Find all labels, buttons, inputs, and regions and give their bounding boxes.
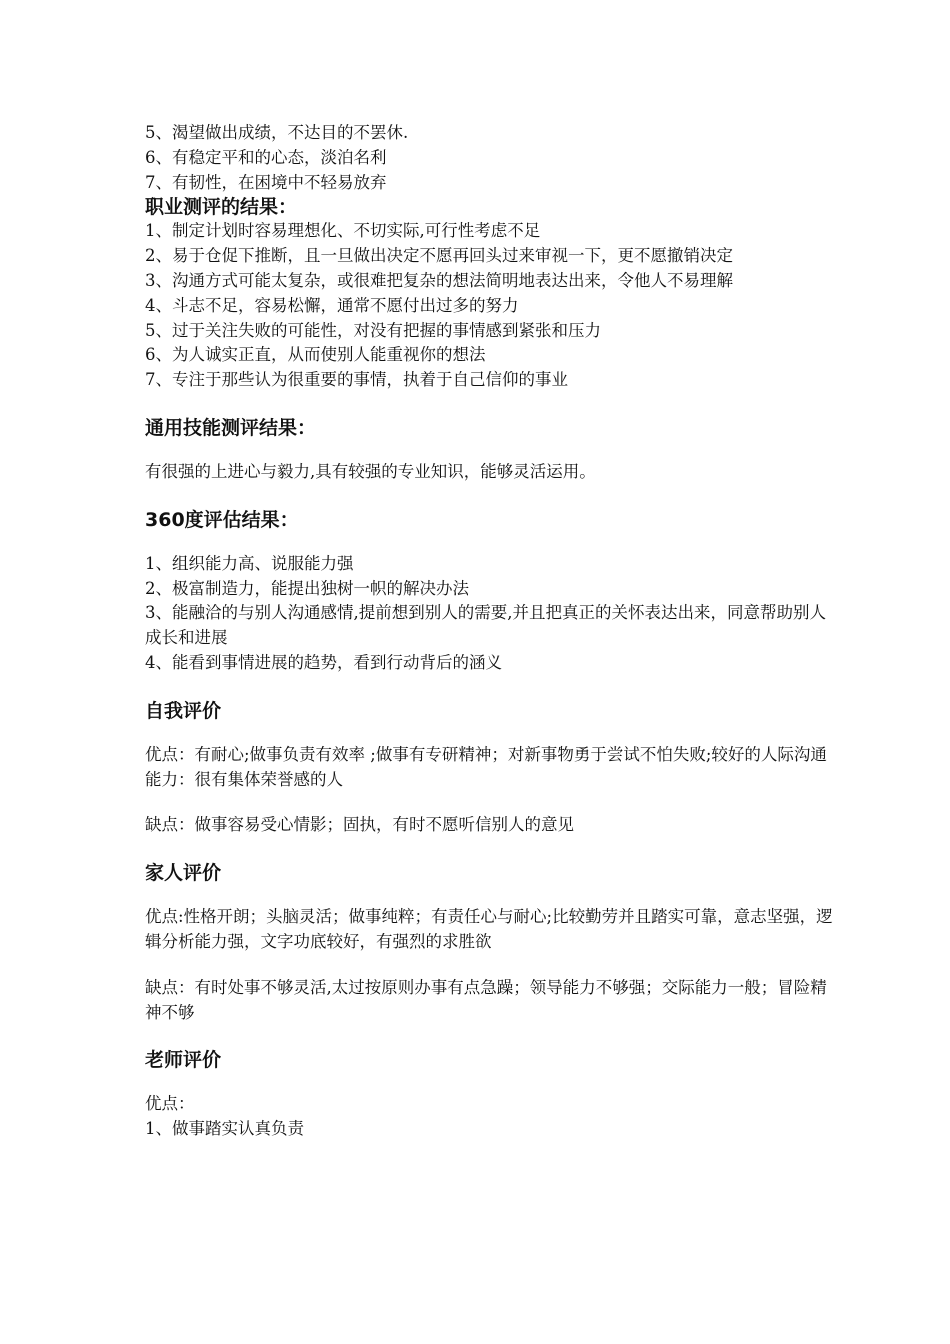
self-eval-heading: 自我评价 xyxy=(145,699,222,722)
career-item-3: 3、沟通方式可能太复杂，或很难把复杂的想法简明地表达出来，令他人不易理解 xyxy=(145,270,733,290)
general-skills-heading: 通用技能测评结果： xyxy=(145,416,317,439)
document-page xyxy=(145,121,835,1142)
teacher-eval-heading: 老师评价 xyxy=(145,1049,222,1072)
eval360-item-4: 4、能看到事情进展的趋势，看到行动背后的涵义 xyxy=(145,652,502,672)
career-item-1: 1、制定计划时容易理想化、不切实际,可行性考虑不足 xyxy=(145,221,541,241)
career-item-7: 7、专注于那些认为很重要的事情，执着于自己信仰的事业 xyxy=(145,370,568,390)
family-eval-heading: 家人评价 xyxy=(145,862,222,885)
career-item-6: 6、为人诚实正直，从而使别人能重视你的想法 xyxy=(145,345,486,365)
teacher-eval-item-1: 1、做事踏实认真负责 xyxy=(145,1119,304,1139)
career-item-4: 4、斗志不足，容易松懈，通常不愿付出过多的努力 xyxy=(145,295,519,315)
self-eval-cons: 缺点：做事容易受心情影；固执，有时不愿听信别人的意见 xyxy=(145,815,574,835)
career-item-5: 5、过于关注失败的可能性，对没有把握的事情感到紧张和压力 xyxy=(145,320,601,340)
family-eval-cons: 缺点：有时处事不够灵活,太过按原则办事有点急躁；领导能力不够强；交际能力一般；冒险精神不够 xyxy=(145,977,827,1022)
intro-item-5: 5、渴望做出成绩，不达目的不罢休. xyxy=(145,123,409,142)
eval360-item-3: 3、能融洽的与别人沟通感情,提前想到别人的需要,并且把真正的关怀表达出来，同意帮助别人成长和进展 xyxy=(145,603,826,648)
self-eval-pros: 优点：有耐心;做事负责有效率 ;做事有专研精神；对新事物勇于尝试不怕失败;较好的人际沟通能力：很有集体荣誉感的人 xyxy=(145,744,827,789)
intro-item-6: 6、有稳定平和的心态，淡泊名利 xyxy=(145,147,387,167)
eval360-heading: 360度评估结果： xyxy=(145,508,299,531)
career-item-2: 2、易于仓促下推断，且一旦做出决定不愿再回头过来审视一下，更不愿撤销决定 xyxy=(145,246,733,266)
eval360-item-1: 1、组织能力高、说服能力强 xyxy=(145,553,354,573)
intro-item-7: 7、有韧性，在困境中不轻易放弃 xyxy=(145,172,387,192)
family-eval-pros: 优点:性格开朗；头脑灵活；做事纯粹；有责任心与耐心;比较勤劳并且踏实可靠，意志坚强，逻辑分析能力强，文字功底较好，有强烈的求胜欲 xyxy=(145,907,833,951)
general-skills-text: 有很强的上进心与毅力,具有较强的专业知识，能够灵活运用。 xyxy=(145,461,596,481)
teacher-eval-pros-label: 优点： xyxy=(145,1094,195,1114)
career-heading: 职业测评的结果： xyxy=(145,196,298,219)
eval360-item-2: 2、极富制造力，能提出独树一帜的解决办法 xyxy=(145,578,469,598)
